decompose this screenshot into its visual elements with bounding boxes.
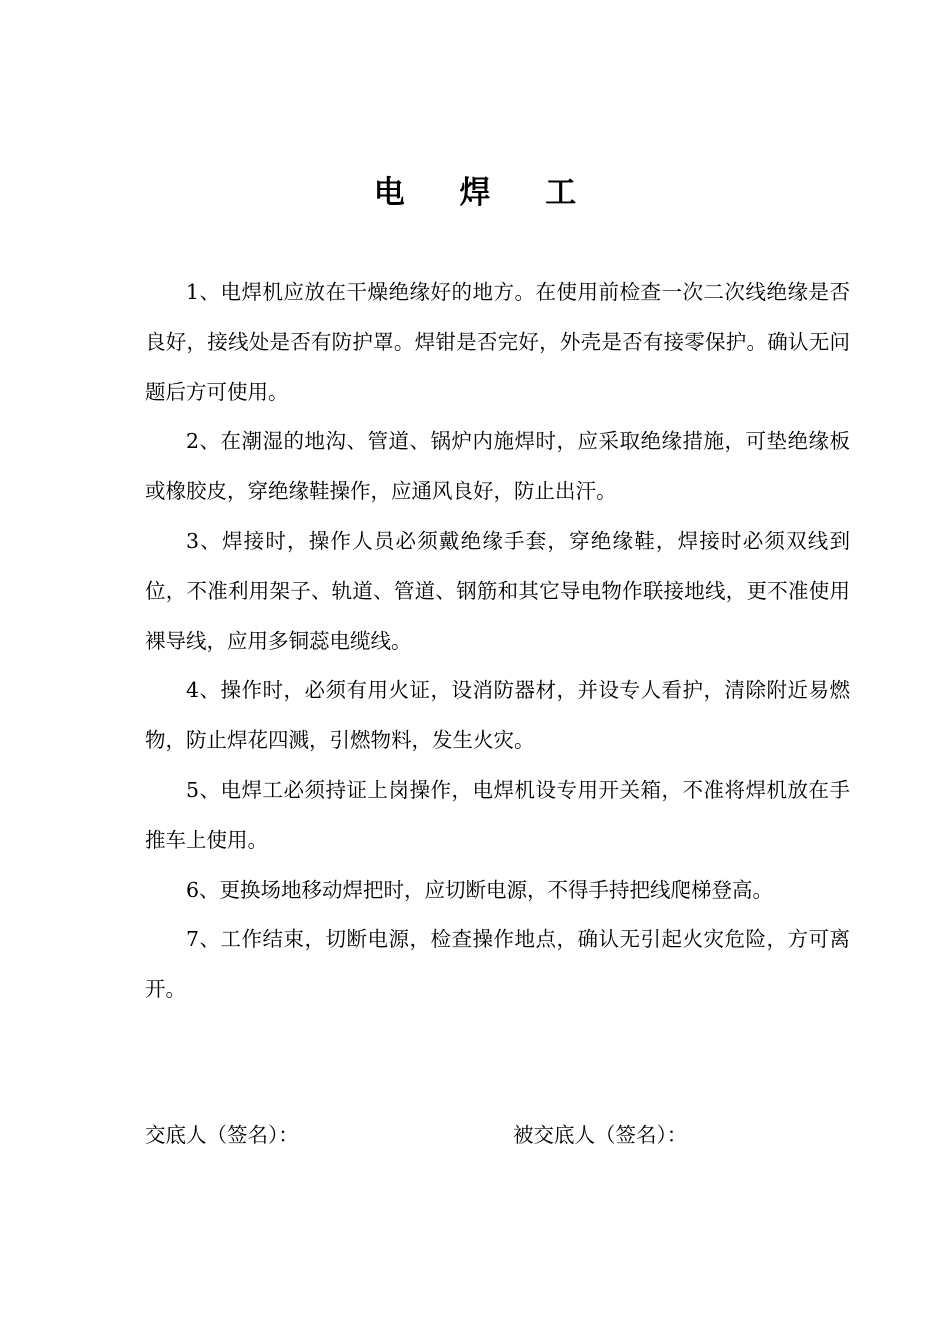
document-body (145, 268, 850, 1015)
receiver-signature-label: 被交底人（签名）： (513, 1123, 688, 1147)
safety-rule-6: 6、更换场地移动焊把时，应切断电源，不得手持把线爬梯登高。 (186, 877, 774, 902)
giver-signature-label: 交底人（签名）： (145, 1123, 299, 1147)
safety-rule-4: 4、操作时，必须有用火证，设消防器材，并设专人看护，清除附近易燃物，防止焊花四溅，引燃物料，发生火灾。 (145, 678, 850, 753)
document-title: 电 焊 工 (373, 175, 599, 211)
safety-rule-2: 2、在潮湿的地沟、管道、锅炉内施焊时，应采取绝缘措施，可垫绝缘板或橡胶皮，穿绝缘鞋操作，应通风良好，防止出汗。 (145, 429, 850, 504)
safety-rule-3: 3、焊接时，操作人员必须戴绝缘手套，穿绝缘鞋，焊接时必须双线到位，不准利用架子、轨道、管道、钢筋和其它导电物作联接地线，更不准使用裸导线，应用多铜蕊电缆线。 (145, 528, 850, 653)
safety-rule-5: 5、电焊工必须持证上岗操作，电焊机设专用开关箱，不准将焊机放在手推车上使用。 (145, 777, 850, 852)
safety-rule-1: 1、电焊机应放在干燥绝缘好的地方。在使用前检查一次二次线绝缘是否良好，接线处是否有防护罩。焊钳是否完好，外壳是否有接零保护。确认无问题后方可使用。 (145, 280, 850, 404)
signature-line (145, 1115, 850, 1155)
safety-rule-7: 7、工作结束，切断电源，检查操作地点，确认无引起火灾危险，方可离开。 (145, 927, 850, 1002)
